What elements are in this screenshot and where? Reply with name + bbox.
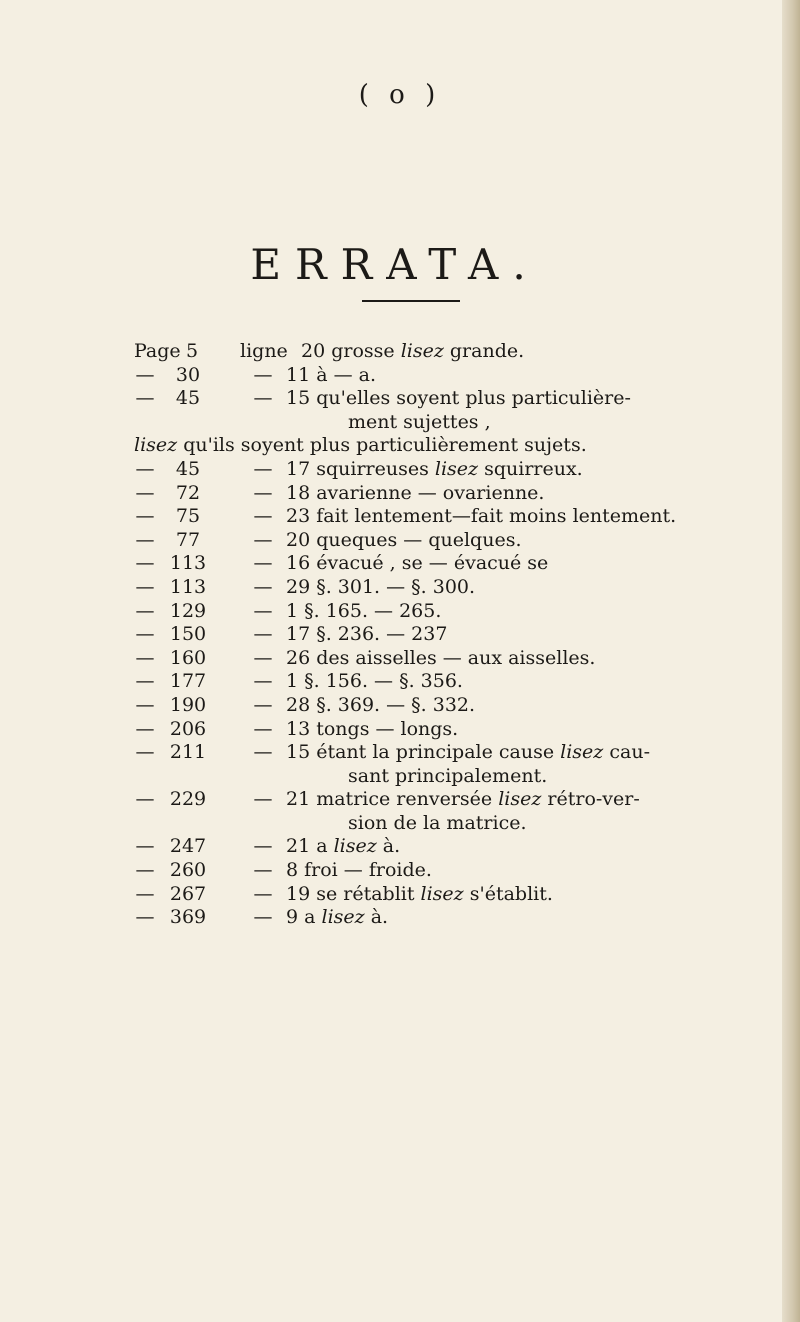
- correction-text: 11 à — a.: [286, 363, 376, 386]
- correction-text: 9 a lisez à.: [286, 906, 389, 929]
- correction-text: 8 froi — froide.: [286, 859, 432, 882]
- errata-row: — 247 — 21 a lisez à.: [134, 835, 774, 859]
- page-ref: 45: [175, 387, 201, 410]
- page-ref: 45: [175, 457, 201, 480]
- correction-text: 18 avarienne — ovarienne.: [286, 481, 545, 504]
- page-ref: 177: [169, 670, 207, 693]
- page-ref: 72: [175, 481, 201, 504]
- page-ref: 247: [169, 835, 207, 858]
- errata-row: — 160 — 26 des aisselles — aux aisselles.: [134, 647, 774, 671]
- correction-text: 21 matrice renversée lisez rétro-ver- sion de la matrice.: [286, 788, 640, 834]
- correction-text: 17 squirreuses lisez squirreux.: [286, 457, 583, 480]
- page-edge: [782, 0, 800, 1322]
- errata-row: — 77 — 20 queques — quelques.: [134, 529, 774, 553]
- errata-row: — 206 — 13 tongs — longs.: [134, 718, 774, 742]
- page-label: Page: [134, 340, 181, 362]
- correction-text: 21 a lisez à.: [286, 835, 401, 858]
- correction-text: 20 queques — quelques.: [286, 528, 522, 551]
- page-ref: 150: [169, 623, 207, 646]
- correction-text: 16 évacué , se — évacué se: [286, 552, 549, 575]
- page-ref: 113: [169, 575, 207, 598]
- errata-row: — 150 — 17 §. 236. — 237: [134, 623, 774, 647]
- errata-row: — 30 — 11 à — a.: [134, 364, 774, 388]
- errata-row: — 229 — 21 matrice renversée lisez rétro-ver- sion de la matrice.: [134, 788, 774, 835]
- errata-row: — 75 — 23 fait lentement—fait moins lentement.: [134, 505, 774, 529]
- correction-text: 28 §. 369. — §. 332.: [286, 693, 476, 716]
- errata-row: — 129 — 1 §. 165. — 265.: [134, 600, 774, 624]
- title-rule: [362, 300, 460, 302]
- errata-row: — 113 — 29 §. 301. — §. 300.: [134, 576, 774, 600]
- correction-text: 1 §. 156. — §. 356.: [286, 670, 463, 693]
- errata-row: — 72 — 18 avarienne — ovarienne.: [134, 482, 774, 506]
- correction-text: 1 §. 165. — 265.: [286, 599, 442, 622]
- errata-row: — 369 — 9 a lisez à.: [134, 906, 774, 930]
- page-ref: 5: [185, 340, 199, 362]
- correction-text: 20 grosse lisez grande.: [301, 340, 525, 362]
- page-number: ( o ): [358, 80, 442, 110]
- correction-text: 15 étant la principale cause lisez cau- sant principalement.: [286, 741, 650, 787]
- errata-row: — 177 — 1 §. 156. — §. 356.: [134, 670, 774, 694]
- page-ref: 190: [169, 693, 207, 716]
- errata-row: — 45 — 17 squirreuses lisez squirreux.: [134, 458, 774, 482]
- correction-text: 17 §. 236. — 237: [286, 623, 448, 646]
- errata-row: — 45 — 15 qu'elles soyent plus particulière- ment sujettes ,: [134, 387, 774, 434]
- page-title: ERRATA.: [250, 240, 540, 289]
- errata-row: [134, 434, 774, 458]
- errata-row: — 113 — 16 évacué , se — évacué se: [134, 552, 774, 576]
- errata-row: — 260 — 8 froi — froide.: [134, 859, 774, 883]
- correction-text: 15 qu'elles soyent plus particulière- ment sujettes ,: [286, 387, 631, 433]
- errata-row: — 190 — 28 §. 369. — §. 332.: [134, 694, 774, 718]
- line-label: ligne: [240, 340, 288, 362]
- errata-row: — 211 — 15 étant la principale cause lisez cau- sant principalement.: [134, 741, 774, 788]
- correction-text: lisez qu'ils soyent plus particulièrement sujets.: [134, 434, 587, 457]
- page-ref: 129: [169, 599, 207, 622]
- page-ref: 113: [169, 552, 207, 575]
- correction-text: 26 des aisselles — aux aisselles.: [286, 646, 596, 669]
- page-ref: 160: [169, 646, 207, 669]
- page-ref: 211: [169, 741, 207, 764]
- page-ref: 369: [169, 906, 207, 929]
- page-ref: 260: [169, 859, 207, 882]
- errata-header-row: [134, 340, 774, 364]
- errata-row: — 267 — 19 se rétablit lisez s'établit.: [134, 883, 774, 907]
- page-ref: 206: [169, 717, 207, 740]
- correction-text: 13 tongs — longs.: [286, 717, 459, 740]
- correction-text: 23 fait lentement—fait moins lentement.: [286, 505, 677, 528]
- correction-text: 29 §. 301. — §. 300.: [286, 575, 476, 598]
- page-ref: 75: [175, 505, 201, 528]
- page-ref: 30: [175, 363, 201, 386]
- errata-list: [134, 340, 774, 930]
- correction-text: 19 se rétablit lisez s'établit.: [286, 882, 553, 905]
- page-ref: 77: [175, 528, 201, 551]
- page-ref: 267: [169, 882, 207, 905]
- page-ref: 229: [169, 788, 207, 811]
